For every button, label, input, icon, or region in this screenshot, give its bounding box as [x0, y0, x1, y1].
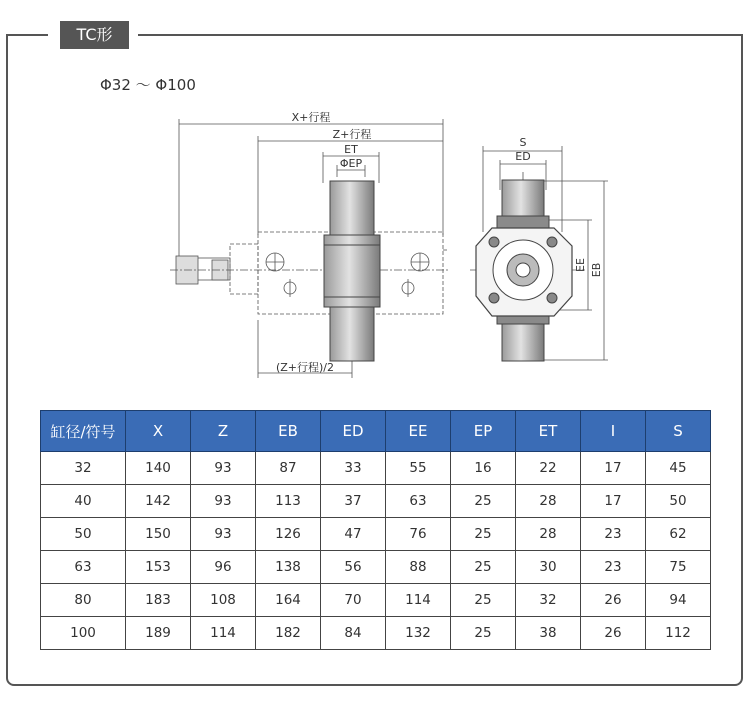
table-cell: 87 [256, 452, 321, 485]
table-cell: 140 [126, 452, 191, 485]
dim-x-stroke: X+行程 [291, 111, 331, 124]
dim-z-stroke: Z+行程 [332, 128, 372, 141]
table-cell: 94 [646, 584, 711, 617]
col-z: Z [191, 411, 256, 452]
table-cell: 38 [516, 617, 581, 650]
col-ep: EP [451, 411, 516, 452]
table-cell: 50 [646, 485, 711, 518]
table-cell: 84 [321, 617, 386, 650]
table-cell: 37 [321, 485, 386, 518]
table-cell: 132 [386, 617, 451, 650]
table-cell: 100 [41, 617, 126, 650]
table-cell: 112 [646, 617, 711, 650]
table-cell: 138 [256, 551, 321, 584]
table-cell: 28 [516, 518, 581, 551]
table-cell: 113 [256, 485, 321, 518]
section-title: TC形 [60, 21, 129, 49]
table-cell: 25 [451, 485, 516, 518]
table-cell: 32 [516, 584, 581, 617]
table-cell: 93 [191, 518, 256, 551]
table-cell: 80 [41, 584, 126, 617]
table-cell: 23 [581, 518, 646, 551]
table-cell: 33 [321, 452, 386, 485]
table-cell: 17 [581, 485, 646, 518]
table-header-row [41, 411, 711, 452]
dim-eb: EB [590, 262, 603, 278]
table-row [41, 584, 711, 617]
col-bore: 缸径/符号 [41, 411, 126, 452]
table-cell: 16 [451, 452, 516, 485]
table-cell: 75 [646, 551, 711, 584]
col-i: I [581, 411, 646, 452]
size-range: Φ32 ～ Φ100 [100, 76, 196, 94]
dim-s: S [519, 136, 527, 149]
table-cell: 28 [516, 485, 581, 518]
col-s: S [646, 411, 711, 452]
table-row [41, 617, 711, 650]
table-row [41, 551, 711, 584]
col-x: X [126, 411, 191, 452]
table-cell: 32 [41, 452, 126, 485]
table-cell: 63 [41, 551, 126, 584]
table-row [41, 485, 711, 518]
table-row [41, 452, 711, 485]
table-cell: 23 [581, 551, 646, 584]
table-cell: 76 [386, 518, 451, 551]
table-cell: 93 [191, 452, 256, 485]
table-cell: 25 [451, 551, 516, 584]
col-ed: ED [321, 411, 386, 452]
table-cell: 93 [191, 485, 256, 518]
table-cell: 114 [386, 584, 451, 617]
table-cell: 25 [451, 617, 516, 650]
table-cell: 55 [386, 452, 451, 485]
table-cell: 70 [321, 584, 386, 617]
table-cell: 114 [191, 617, 256, 650]
col-ee: EE [386, 411, 451, 452]
table-cell: 22 [516, 452, 581, 485]
table-cell: 164 [256, 584, 321, 617]
dim-phi-ep: ΦEP [339, 157, 363, 170]
spec-table [40, 410, 711, 650]
table-row [41, 518, 711, 551]
table-cell: 189 [126, 617, 191, 650]
table-cell: 25 [451, 584, 516, 617]
table-cell: 17 [581, 452, 646, 485]
table-cell: 182 [256, 617, 321, 650]
table-cell: 25 [451, 518, 516, 551]
table-cell: 62 [646, 518, 711, 551]
table-cell: 96 [191, 551, 256, 584]
table-cell: 150 [126, 518, 191, 551]
table-cell: 40 [41, 485, 126, 518]
table-cell: 30 [516, 551, 581, 584]
dim-ee: EE [574, 258, 587, 272]
table-cell: 108 [191, 584, 256, 617]
table-cell: 88 [386, 551, 451, 584]
dim-ed: ED [515, 150, 531, 163]
table-cell: 47 [321, 518, 386, 551]
table-cell: 142 [126, 485, 191, 518]
dim-half-stroke: (Z+行程)/2 [275, 361, 335, 374]
table-cell: 183 [126, 584, 191, 617]
table-cell: 26 [581, 617, 646, 650]
dim-et: ET [344, 143, 358, 156]
table-cell: 126 [256, 518, 321, 551]
table-cell: 63 [386, 485, 451, 518]
table-cell: 50 [41, 518, 126, 551]
table-cell: 45 [646, 452, 711, 485]
col-eb: EB [256, 411, 321, 452]
table-cell: 26 [581, 584, 646, 617]
col-et: ET [516, 411, 581, 452]
table-cell: 56 [321, 551, 386, 584]
table-cell: 153 [126, 551, 191, 584]
